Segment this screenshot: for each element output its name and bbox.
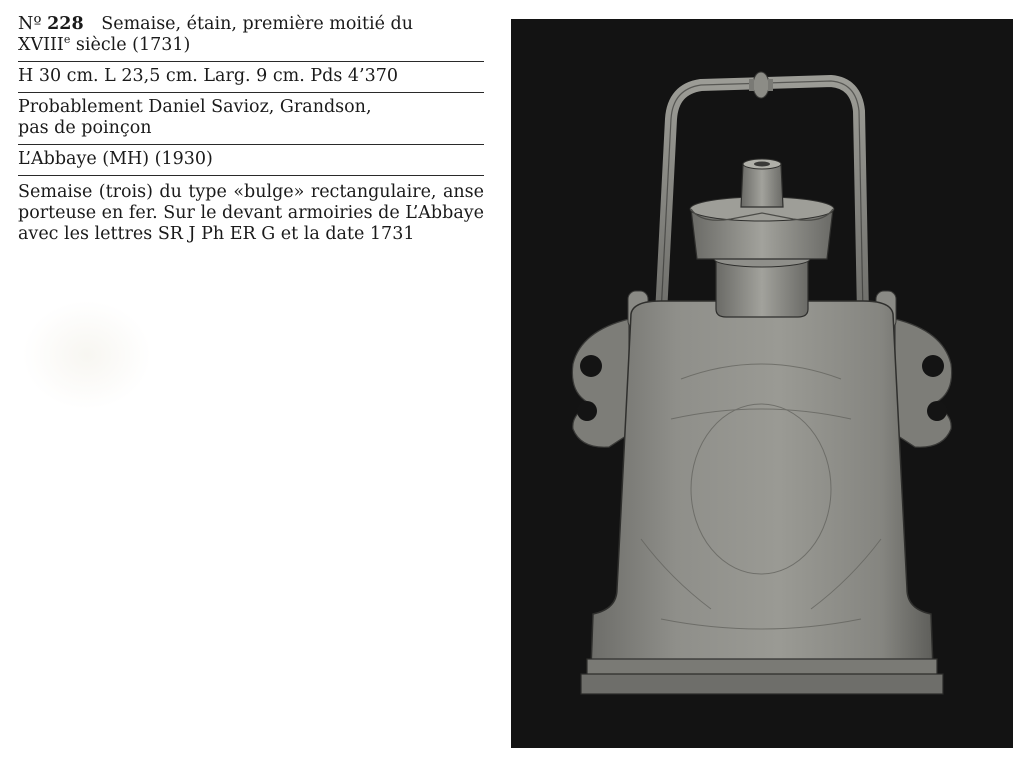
entry-dimensions: H 30 cm. L 23,5 cm. Larg. 9 cm. Pds 4’370 <box>18 66 398 86</box>
entry-number-prefix: Nº <box>18 14 42 34</box>
entry-century-suffix: e <box>63 33 71 47</box>
entry-description: Semaise (trois) du type «bulge» rectangulaire, anse porteuse en fer. Sur le devant armoiries de L’Abbaye avec les lettres SR J Ph ER G et la date 1731 <box>18 182 484 244</box>
entry-provenance-row <box>18 145 484 176</box>
flask-illustration <box>511 19 1013 748</box>
entry-century: XVIII <box>18 35 64 55</box>
object-photograph <box>511 19 1013 748</box>
entry-maker-line1: Probablement Daniel Savioz, Grandson, <box>18 97 372 117</box>
entry-provenance: L’Abbaye (MH) (1930) <box>18 149 213 169</box>
flask-neck <box>714 251 810 317</box>
catalog-entry <box>18 14 484 250</box>
entry-description-row <box>18 176 484 250</box>
entry-number: 228 <box>47 14 84 34</box>
flask-lid <box>690 159 834 259</box>
entry-title-line1: Semaise, étain, première moitié du <box>101 14 413 34</box>
entry-maker-line2: pas de poinçon <box>18 118 152 138</box>
entry-maker-row <box>18 93 484 145</box>
entry-title-row <box>18 14 484 62</box>
flask-body <box>581 301 943 694</box>
paper-stain <box>22 300 152 410</box>
entry-dimensions-row <box>18 62 484 93</box>
entry-title-line2: siècle (1731) <box>70 35 191 55</box>
